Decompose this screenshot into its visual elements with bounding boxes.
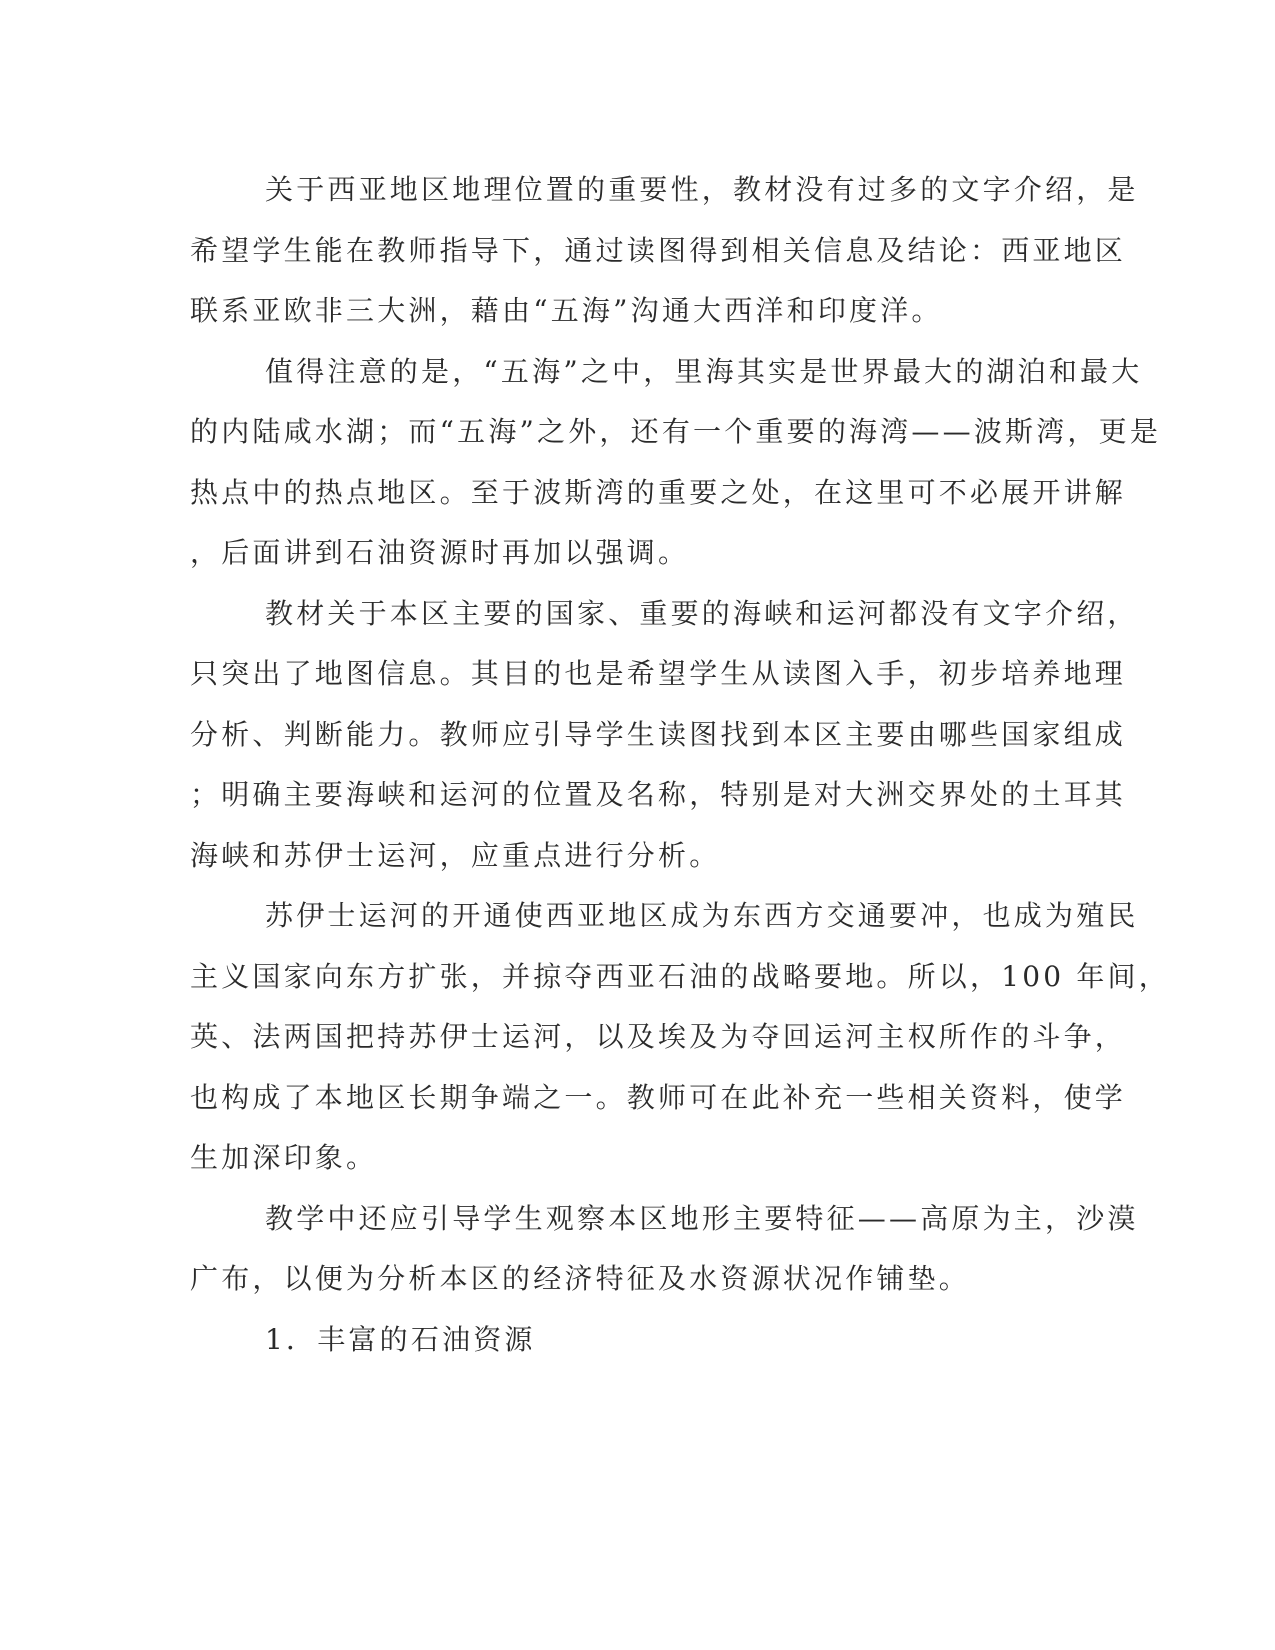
paragraph-1-line-1: 关于西亚地区地理位置的重要性，教材没有过多的文字介绍，是	[265, 173, 1139, 206]
paragraph-4-line-3: 英、法两国把持苏伊士运河，以及埃及为夺回运河主权所作的斗争，	[190, 1020, 1127, 1053]
paragraph-2-line-4: ，后面讲到石油资源时再加以强调。	[190, 536, 690, 569]
paragraph-1-line-2: 希望学生能在教师指导下，通过读图得到相关信息及结论：西亚地区	[190, 233, 1127, 267]
paragraph-4-line-5: 生加深印象。	[190, 1141, 378, 1174]
paragraph-4-line-1: 苏伊士运河的开通使西亚地区成为东西方交通要冲，也成为殖民	[265, 899, 1139, 932]
paragraph-3-line-4: ；明确主要海峡和运河的位置及名称，特别是对大洲交界处的土耳其	[190, 778, 1127, 811]
paragraph-2-line-3: 热点中的热点地区。至于波斯湾的重要之处，在这里可不必展开讲解	[190, 475, 1127, 509]
paragraph-3-line-2: 只突出了地图信息。其目的也是希望学生从读图入手，初步培养地理	[190, 657, 1127, 690]
section-heading-oil-resources: 1．丰富的石油资源	[265, 1322, 536, 1356]
paragraph-3-line-5: 海峡和苏伊士运河，应重点进行分析。	[190, 838, 721, 872]
paragraph-4-line-2: 主义国家向东方扩张，并掠夺西亚石油的战略要地。所以，100 年间，	[190, 959, 1170, 993]
paragraph-5-line-1: 教学中还应引导学生观察本区地形主要特征——高原为主，沙漠	[265, 1201, 1139, 1235]
paragraph-1-line-3: 联系亚欧非三大洲，藉由“五海”沟通大西洋和印度洋。	[190, 294, 943, 327]
paragraph-3-line-1: 教材关于本区主要的国家、重要的海峡和运河都没有文字介绍，	[265, 596, 1139, 630]
paragraph-2-line-1: 值得注意的是，“五海”之中，里海其实是世界最大的湖泊和最大	[265, 354, 1143, 388]
document-body	[190, 160, 1170, 1370]
paragraph-5-line-2: 广布，以便为分析本区的经济特征及水资源状况作铺垫。	[190, 1262, 971, 1295]
paragraph-4-line-4: 也构成了本地区长期争端之一。教师可在此补充一些相关资料，使学	[190, 1080, 1127, 1114]
paragraph-2-line-2: 的内陆咸水湖；而“五海”之外，还有一个重要的海湾——波斯湾，更是	[190, 415, 1162, 448]
paragraph-3-line-3: 分析、判断能力。教师应引导学生读图找到本区主要由哪些国家组成	[190, 717, 1127, 751]
